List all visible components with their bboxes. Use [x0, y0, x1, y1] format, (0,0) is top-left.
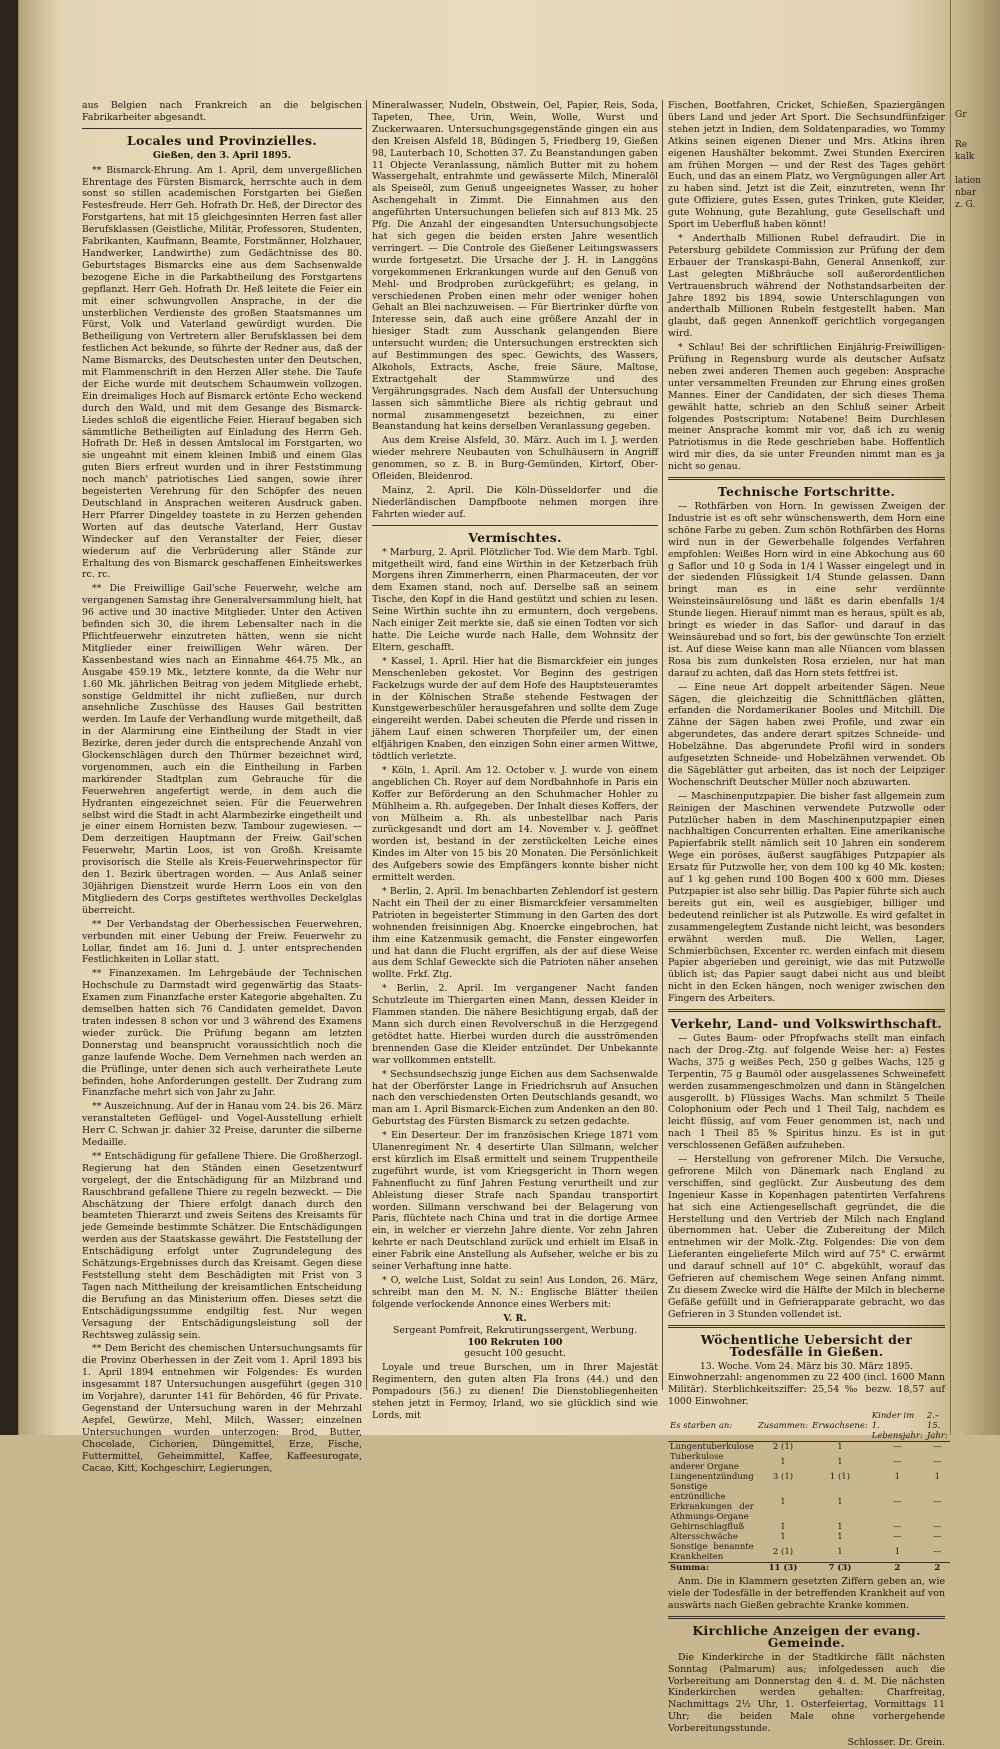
article-kassel: * Kassel, 1. April. Hier hat die Bismarckfeier ein junges Menschenleben gekostet. Vor Beginn des gestrigen Fackelzugs wurde der auf dem Hofe des Hauptsteueramtes in der Kölnischen Straße stehende Festwagen der Kunstgewerbeschüler herausgefahren und sollte dem Zuge eingereiht werden. Dabei scheuten die Pferde und rissen in jähem Lauf einen schweren Thorpfeiler um, der einen elfjährigen Knaben, den einzigen Sohn einer armen Wittwe, tödtlich verletzte. — [372, 655, 658, 763]
cell: — — [933, 1442, 942, 1453]
article-deserteur: * Ein Deserteur. Der im französischen Kriege 1871 vom Ulanenregiment Nr. 4 desertirte Ulan Sillmann, welcher erst kürzlich im Elsaß ermittelt und seinem Truppentheile zugeführt wurde, ist vom Kriegsgericht in Thorn wegen Fahnenflucht zu fünf Jahren Festung verurtheilt und zur Ableistung dieser Strafe nach Spandau transportirt worden. Sillmann verschwand bei der Belagerung von Paris, flüchtete nach China und trat in die dortige Armee ein, in welcher er vierzehn Jahre diente. Vor zehn Jahren kehrte er nach Deutschland zurück und erhielt im Elsaß in einer Fabrik eine Anstellung als Aufseher, welche er bis zu seiner Verhaftung inne hatte. — [372, 1130, 658, 1273]
cell: 3 (1) — [772, 1472, 794, 1483]
deaths-table — [668, 1411, 950, 1573]
next-page-stub: nbar — [955, 188, 977, 198]
cell: Altersschwäche — [670, 1532, 738, 1543]
article-verbandstag: ** Der Verbandstag der Oberhessischen Feuerwehren, verbunden mit einer Uebung der Freiw. Feuerwehr zu Lollar, findet am 16. Juni d. J. unter entsprechenden Festlichkeiten in Lollar statt. — [82, 918, 362, 966]
cell: Lungenentzündung — [670, 1472, 754, 1483]
article-baumwachs: — Gutes Baum- oder Pfropfwachs stellt man einfach nach der Drog.-Ztg. auf folgende Weise her: a) Festes Wachs, 375 g weißes Pech, 250 g gelbes Wachs, 125 g Terpentin, 75 g Baumöl oder ausgelassenes Schweinefett werden zusammengeschmolzen und dann in Stängelchen ausgerollt. b) Flüssiges Wachs. Man schmilzt 5 Theile Colophonium oder Pech und 1 Theil Talg, nachdem es leicht flüssig, auf vom Feuer genommen ist, nach und nach 1 Theil 85 % Spiritus hinzu. Es ist in gut verschlossenen Gefäßen aufzuheben. — [668, 1032, 945, 1152]
next-page-stub: z. G. — [955, 200, 976, 210]
article-saegen: — Eine neue Art doppelt arbeitender Sägen. Neue Sägen, die gleichzeitig die Schnittflächen glätten, erfanden die Nordamerikaner Booles und Mitchill. Die Zähne der Sägen haben zwei Profile, und zwar ein abgerundetes, das andere derart spitzes Schneide- und Hobelzähne. Das abgerundete Profil wird in sonders aufgesetzten Schneide- und Hobelzähnen verwendet. Ob die Sägeblätter gut arbeiten, das ist noch der Leipziger Wochenschrift Deutscher Müller noch abzuwarten. — [668, 681, 945, 788]
section-title-vermischtes: Vermischtes. — [468, 529, 562, 545]
cell: 2 (1) — [772, 1442, 794, 1453]
cell: 11 (3) — [756, 1563, 810, 1574]
table-row — [668, 1472, 950, 1482]
article-berlin-2: * Berlin, 2. April. Im vergangener Nacht fanden Schutzleute im Thiergarten einen Mann, dessen Kleider in Flammen standen. Die nähere Besichtigung ergab, daß der Mann sich durch einen Revolverschuß in die Herzgegend getödtet hatte. Hierbei wurden durch die ausströmenden brennenden Gase die Kleider entzündet. Der Unbekannte war vollkommen entstellt. — [372, 983, 658, 1066]
cell: 1 — [837, 1547, 843, 1558]
header-cell: Kinder im 1. Lebensjahr: — [871, 1411, 923, 1442]
cell: 1 — [837, 1522, 843, 1533]
ad-line: 100 Rekruten 100 — [467, 1336, 563, 1348]
column-1 — [82, 100, 362, 1474]
cell: 1 — [894, 1472, 900, 1483]
deaths-note: Anm. Die in Klammern gesetzten Ziffern geben an, wie viele der Todesfälle in der betreffenden Krankheit auf von auswärts nach Gießen gebrachte Kranke kommen. — [668, 1576, 945, 1611]
column-rule — [662, 100, 663, 1390]
book-binding — [0, 0, 18, 1435]
section-title-technik: Technische Fortschritte. — [717, 484, 896, 500]
article-soldat: * O, welche Lust, Soldat zu sein! Aus London, 26. März, schreibt man den M. N. N.: Englische Blätter theilen folgende verlockende Annonce eines Werbers mit: — [372, 1275, 658, 1310]
church-text: Die Kinderkirche in der Stadtkirche fällt nächsten Sonntag (Palmarum) aus; infolgedessen auch die Vorbereitung am Donnerstag den 4. d. M. Die nächsten Kinderkirchen werden gehalten: Charfreitag, Nachmittags 2½ Uhr, 1. Osterfeiertag, Vormittags 11 Uhr; die beiden Male ohne vorhergehende Vorbereitungsstunde. — [668, 1651, 945, 1735]
article-marburg: * Marburg, 2. April. Plötzlicher Tod. Wie dem Marb. Tgbl. mitgetheilt wird, fand eine Wirthin in der Ketzerbach früh Morgens ihren Zimmerherrn, einen Pharmaceuten, der vor dem Examen stand, noch auf. Derselbe saß an seinem Tische, den Kopf in die Hand gestützt und schien zu lesen. Seine Wirthin suchte ihn zu ermuntern, doch vergebens. Nach einiger Zeit merkte sie, daß sie einen Todten vor sich hatte. Die Leiche wurde nach Halle, dem Wohnsitz der Eltern, geschafft. — [372, 546, 658, 653]
article-soldat-cont: Loyale und treue Burschen, um in Ihrer Majestät Regimentern, den guten alten Fla Irons (44.) und den Pompadours (56.) zu dienen! Die Dienstobliegenheiten stehen jetzt in Fermoy, Irland, wo sie glücklich sind wie Lords, mit — [372, 1362, 658, 1421]
cell: — — [933, 1532, 942, 1543]
divider — [668, 1009, 945, 1012]
deaths-week: 13. Woche. Vom 24. März bis 30. März 1895. — [699, 1360, 914, 1372]
article-schlau: * Schlau! Bei der schriftlichen Einjährig-Freiwilligen-Prüfung in Regensburg wurde als deutscher Aufsatz neben zwei anderen Themen auch gegeben: Ansprache unter versammelten Freunden zur Ehrung eines großen Mannes. Einer der Candidaten, der sich dieses Thema gewählt hatte, schrieb an den Schluß seiner Arbeit folgendes Postscriptum: Notabene! Beim Durchlesen meiner Ansprache kommt mir vor, daß ich zu wenig Patriotismus in die Rede geschrieben habe. Hoffentlich wird mir dies, da sie unter Freunden nimmt man es ja nicht so genau. — [668, 342, 945, 473]
divider — [668, 1325, 945, 1328]
cell: 1 — [780, 1457, 786, 1468]
intro-text: aus Belgien nach Frankreich an die belgischen Fabrikarbeiter abgesandt. — [82, 100, 362, 123]
cell: 1 — [837, 1497, 843, 1508]
cell: — — [933, 1522, 942, 1533]
article-untersuchungsamt: ** Dem Bericht des chemischen Untersuchungsamts für die Provinz Oberhessen in der Zeit vom 1. April 1893 bis 1. April 1894 entnehmen wir Folgendes: Es wurden insgesammt 187 Untersuchungen ausgeführt (gegen 310 im Vorjahre), darunter 141 für Behörden, 46 für Private. Gegenstand der Untersuchung waren in der Mehrzahl Aepfel, Gewürze, Mehl, Milch, Wasser; einzelnen Untersuchungen wurden unterzogen: Brod, Butter, Chocolade, Cichorien, Düngemittel, Erze, Fische, Futtermittel, Geheimmittel, Kaffee, Kaffeesurogate, Cacao, Kitt, Kochgeschirr, Legierungen, — [82, 1343, 362, 1474]
table-row — [668, 1452, 950, 1472]
cell: Lungentuberkulose — [670, 1442, 754, 1453]
article-horn: — Rothfärben von Horn. In gewissen Zweigen der Industrie ist es oft sehr wünschenswerth, dem Horn eine schöne Farbe zu geben. Zum schön Rothfärben des Horns wird nun in der Gewerbehalle folgendes Verfahren empfohlen: Weißes Horn wird in eine Abkochung aus 60 g Saflor und 10 g Soda in 1/4 l Wasser eingelegt und in der siedenden Flüssigkeit 1/4 Stunde gelassen. Dann bringt man es in eine sehr verdünnte Weinsteinsäurelösung und läßt es darin ebenfalls 1/4 Stunde liegen. Hierauf nimmt man es heraus, spült es ab, bringt es wieder in das Saflor- und darauf in das Weinsäurebad und so fort, bis der gewünschte Ton erzielt ist. Auf diese Weise kann man alle Nüancen vom blassen Rosa bis zum dunkelsten Rosa erzielen, nur hat man darauf zu achten, daß das Horn stets fettfrei ist. — [668, 501, 945, 679]
article-feuerwehr: ** Die Freiwillige Gail'sche Feuerwehr, welche am vergangenen Samstag ihre Generalversammlung hielt, hat 96 active und 30 inactive Mitglieder. Unter den Activen befinden sich 30, die ihrem Lebensalter nach in die Pflichtfeuerwehr einzutreten hätten, wenn sie nicht Mitglieder einer freiwilligen Wehr wären. Der Kassenbestand wies nach an Einnahme 464.75 Mk., an Ausgabe 459.19 Mk., letztere konnte, da die Wehr nur 1.60 Mk. jährlichen Beitrag von jedem Mitgliede erhebt, sonstige Geldmittel ihr nicht zufließen, nur durch ansehnliche Zuschüsse des Hauses Gail bestritten werden. Im Laufe der Verhandlung wurde mitgetheilt, daß in der Alarmirung eine Eintheilung der Stadt in vier Bezirke, deren jeder durch die entsprechende Anzahl von Glockenschlägen durch den Thürmer bezeichnet wird, vorgenommen, auch ein die Eintheilung in Farben markirender Stadtplan zum Gebrauche für die Feuerwehren angefertigt werde, in dem auch die Hydranten eingezeichnet seien. Für die Feuerwehren selbst wird die Stadt in acht Alarmbezirke eingetheilt und je einer einem Hornisten bezw. Tambour zugewiesen. — Dem derzeitigen Hauptmann der Freiw. Gail'schen Feuerwehr, Martin Loos, ist von Großh. Kreisamte provisorisch die Stelle als Kreis-Feuerwehrinspector für den 1. Bezirk übertragen worden. — Aus Anlaß seiner 30jährigen Dienstzeit wurde Herrn Loos ein von den Mitgliedern des Corps gestiftetes werthvolles Deckelglas überreicht. — [82, 583, 362, 916]
cell: 1 (1) — [829, 1472, 851, 1483]
article-eichen: * Sechsundsechszig junge Eichen aus dem Sachsenwalde hat der Oberförster Lange in Friedrichsruh auf Ansuchen nach den verschiedensten Orten Deutschlands gesandt, wo man am 1. April Bismarck-Eichen zum Andenken an den 80. Geburtstag des Fürsten Bismarck zu setzen gedachte. — [372, 1068, 658, 1128]
divider — [668, 1616, 945, 1619]
column-3 — [668, 100, 948, 1749]
cell: Sonstige benannte Krankheiten — [670, 1542, 754, 1563]
divider — [668, 477, 945, 480]
cell: 1 — [780, 1532, 786, 1543]
table-row — [668, 1542, 950, 1563]
article-putzpapier: — Maschinenputzpapier. Die bisher fast allgemein zum Reinigen der Maschinen verwendete Putzwolle oder Putzlücher haben in dem Maschinenputzpapier einen nachhaltigen Concurrenten erhalten. Eine amerikanische Papierfabrik stellt nämlich seit 10 Jahren ein sonderem Wege ein poröses, äußerst saugfähiges Putzpapier als Ersatz für Putzwolle her, von dem 100 kg 40 Mk. kosten; auf 1 kg gehen rund 100 Bogen 400 x 600 mm. Dieses Putzpapier ist also sehr billig. Das Papier führte sich auch bereits gut ein, weil es ausgiebiger, billiger und bedeutend reinlicher ist als Putzwolle. Es wird gefaltet in zusammengelegtem Zustande nicht leicht, was besonders erwähnt werden muß. Die Wellen, Lager, Schmierbüchsen, Excenter rc. werden einfach mit diesem Papier abgerieben und gereinigt, wie das mit Putzwolle üblich ist; das Papier saugt dabei nicht aus und bleibt nicht in den Ecken hängen, noch weniger zwischen den Fingern des Arbeiters. — [668, 790, 945, 1005]
article-bismarck: ** Bismarck-Ehrung. Am 1. April, dem unvergeßlichen Ehrentage des Fürsten Bismarck, herrschte auch in dem sonst so stillen academischen Forstgarten bei Gießen Festesfreude. Herr Geh. Hofrath Dr. Heß, der Director des Forstgartens, hat mit 15 gleichgesinnten Herren fast aller Berufsklassen (Geistliche, Militär, Professoren, Studenten, Fabrikanten, Kaufmann, Beamte, Forstmänner, Holzhauer, Handwerker, Landwirthe) zum Gedächtnisse des 80. Geburtstages Bismarcks eine aus dem Sachsenwalde bezogene Eiche in die Parkabtheilung des Forstgartens gepflanzt. Herr Geh. Hofrath Dr. Heß leitete die Feier ein mit einer schwungvollen Ansprache, in der die unsterblichen Verdienste des großen Staatsmannes um Fürst, Volk und Vaterland gewürdigt wurden. Die Betheiligung von Vertretern aller Berufsklassen bei dem festlichen Act bekunde, so führte der Redner aus, daß der Name Bismarcks, des Deutschesten unter den Deutschen, mit Flammenschrift in den Herzen Aller stehe. Die Taufe der Eiche wurde mit deutschem Schaumwein vollzogen. Ein dreimaliges Hoch auf Bismarck ertönte Echo weckend durch den Wald, und mit dem Gesange des Bismarck-Liedes schloß die eigentliche Feier. Hierauf begaben sich sämmtliche Betheiligten auf Einladung des Herrn Geh. Hofrath Dr. Heß in dessen Amtslocal im Forstgarten, wo sie ungeahnt mit einem kleinen Imbiß und einem Glas guten Biers erfreut wurden und in ihrer Feststimmung noch manch' patriotisches Lied sangen, sowie ihrer begeisterten Verehrung für den Schöpfer des neuen Deutschland in Ansprachen weiteren Ausdruck gaben. Herr Pfarrer Dingeldey toastete in zu Herzen gehenden Worten auf das deutsche Vaterland, Herr Gustav Windecker auf den Veranstalter der Feier, dieser wiederum auf die Verbrüderung aller Stände zur Erhaltung des von Bismarck geschaffenen Einheitswerkes rc. rc. — [82, 164, 362, 581]
next-page-stub: Re — [955, 140, 968, 150]
cell: — — [933, 1457, 942, 1468]
column-rule — [366, 100, 367, 1390]
next-page-stub: lation — [955, 176, 981, 186]
table-row — [668, 1442, 950, 1453]
header-cell: Es starben an: — [668, 1411, 756, 1442]
ad-line: Sergeant Pomfreit, Rekrutirungssergent, Werbung. — [392, 1324, 638, 1336]
recruit-ad — [372, 1313, 658, 1361]
next-page-stub: Gr — [955, 110, 967, 120]
ad-line: V. R. — [503, 1312, 527, 1324]
church-title: Kirchliche Anzeigen der evang. Gemeinde. — [692, 1622, 921, 1650]
deaths-title: Wöchentliche Uebersicht der Todesfälle in Gießen. — [700, 1331, 913, 1359]
section-title-local: Locales und Provinzielles. — [126, 132, 318, 148]
cell: 1 — [894, 1547, 900, 1558]
cell: 1 — [837, 1457, 843, 1468]
next-page-stub: kalk — [955, 152, 975, 162]
dateline: Gießen, den 3. April 1895. — [152, 149, 292, 161]
deaths-population: Einwohnerzahl: angenommen zu 22 400 (incl. 1600 Mann Militär). Sterblichkeitsziffer: 25,54 ‰ bezw. 18,57 auf 1000 Einwohner. — [668, 1372, 945, 1408]
header-cell: Zusammen: — [756, 1411, 810, 1442]
cell: 1 — [780, 1497, 786, 1508]
cell: — — [893, 1497, 902, 1508]
cell: — — [893, 1532, 902, 1543]
divider — [82, 128, 362, 129]
cell: — — [933, 1547, 942, 1558]
article-finanzexamen: ** Finanzexamen. Im Lehrgebäude der Technischen Hochschule zu Darmstadt wird gegenwärtig das Staats-Examen zum Finanzfache erster Kategorie abgehalten. Zu demselben hatten sich 76 Candidaten gemeldet. Davon traten indessen 8 schon vor und 3 während des Examens wieder zurück. Die Prüfung begann am letzten Donnerstag und beansprucht voraussichtlich noch die ganze laufende Woche. Dem Vernehmen nach werden an die Prüflinge, unter denen sich auch verheirathete Leute befinden, hohe Anforderungen gestellt. Der Zudrang zum Finanzfache mehrt sich von Jahr zu Jahr. — [82, 968, 362, 1099]
cell: Gehirnschlagfluß — [670, 1522, 745, 1533]
cell: Tuberkulose anderer Organe — [670, 1452, 739, 1473]
section-title-verkehr: Verkehr, Land- und Volkswirthschaft. — [670, 1016, 943, 1032]
cell: 1 — [780, 1522, 786, 1533]
church-signature: Schlosser. Dr. Grein. — [847, 1737, 945, 1749]
cell: 1 — [837, 1532, 843, 1543]
article-auszeichnung: ** Auszeichnung. Auf der in Hanau vom 24. bis 26. März veranstalteten Geflügel- und Vogel-Ausstellung erhielt Herr C. Schwan jr. dahier 32 Preise, darunter die silberne Medaille. — [82, 1101, 362, 1149]
table-row — [668, 1482, 950, 1522]
ad-line: gesucht 100 gesucht. — [464, 1348, 566, 1360]
column-2 — [372, 100, 658, 1421]
header-cell: Erwachsene: — [810, 1411, 870, 1442]
cell: Sonstige entzündliche Erkrankungen der Athmungs-Organe — [670, 1482, 754, 1523]
article-soldat-end: Fischen, Bootfahren, Cricket, Schießen, Spaziergängen übers Land und jeder Art Sport. Die Sechsundfünfziger stehen jetzt in Indien, dem Soldatenparadies, wo Tommy Atkins seinen eigenen Diener und Mrs. Atkins ihren eigenen Haushälter bekommt. Zwei Stunden Exerciren am frühen Morgen — und der Rest des Tages gehört Euch, und das an einem Platz, wo Vergnügungen aller Art zu haben sind. Jetzt ist die Zeit, einzutreten, wenn Ihr gute Offiziere, gutes Essen, gutes Trinken, gute Kleider, gute Wohnung, gute Bezahlung, gute Gesellschaft und Sport im Ueberfluß haben könnt! — [668, 100, 945, 231]
article-rubel: * Anderthalb Millionen Rubel defraudirt. Die in Petersburg gebildete Commission zur Prüfung der dem Erbauer der Transkaspi-Bahn, General Annenkoff, zur Last gelegten Mißbräuche soll außerordentlichen Vertrauensbruch während der Nothstandsarbeiten der Jahre 1892 bis 1894, sowie Unterschlagungen von anderthalb Millionen Rubeln festgestellt haben. Man glaubt, daß gegen Annenkoff gerichtlich vorgegangen wird. — [668, 232, 945, 340]
table-row — [668, 1532, 950, 1542]
divider — [372, 525, 658, 526]
article-milch: — Herstellung von gefrorener Milch. Die Versuche, gefrorene Milch von Dänemark nach England zu verschiffen, sind geglückt. Zur Ausbeutung des dem Ingenieur Kasse in Kopenhagen patentirten Verfahrens hat sich eine Actiengesellschaft gegründet, die die Herstellung und den Vertrieb der Milch nach England übernommen hat. Ueber die Zubereitung der Milch entnehmen wir der Molk.-Ztg. Folgendes: Die von dem Lieferanten eingelieferte Milch wird auf 75° C. erwärmt und darauf schnell auf 10° C. abgekühlt, worauf das Gefrieren auf chemischem Wege seinen Anfang nimmt. Zu diesem Zwecke wird die Hälfte der Milch in blecherne Gefäße gefüllt und in Gefrierapparate gebracht, wo das Gefrieren in 3 Stunden vollendet ist. — [668, 1154, 945, 1320]
table-row — [668, 1522, 950, 1532]
table-row-sum — [668, 1563, 950, 1574]
article-alsfeld: Aus dem Kreise Alsfeld, 30. März. Auch im l. J. werden wieder mehrere Neubauten von Schulhäusern in Angriff genommen, so z. B. in Burg-Gemünden, Kirtorf, Ober-Ofleiden, Bleidenrod. — [372, 435, 658, 483]
cell: — — [893, 1442, 902, 1453]
cell: 1 — [837, 1442, 843, 1453]
page-edge — [950, 0, 951, 1435]
cell: 2 — [925, 1563, 950, 1574]
cell: — — [933, 1497, 942, 1508]
cell: 2 — [870, 1563, 925, 1574]
cell: 7 (3) — [810, 1563, 870, 1574]
article-mainz: Mainz, 2. April. Die Köln-Düsseldorfer und die Niederländischen Dampfboote nehmen morgen ihre Fahrten wieder auf. — [372, 485, 658, 520]
cell: 1 — [934, 1472, 940, 1483]
deaths-table-header — [668, 1411, 950, 1442]
cell: — — [893, 1522, 902, 1533]
cell: Summa: — [668, 1563, 756, 1574]
article-koeln: * Köln, 1. April. Am 12. October v. J. wurde von einem angeblichen Ch. Royer auf dem Nordbahnhofe in Paris ein Koffer zur Beförderung an den Schuhmacher Hohler zu Mühlheim a. Rh. aufgegeben. Der Inhalt dieses Koffers, der von Mülheim a. Rh. als unbestellbar nach Paris zurückgesandt und dort am 14. November v. J. geöffnet worden ist, bestand in der zerstückelten Leiche eines Kindes im Alter von 15 bis 20 Monaten. Die Persönlichkeit des Aufgebers sowie des Empfängers konnte bisher nicht ermittelt werden. — [372, 764, 658, 884]
article-untersuchungsamt-cont: Mineralwasser, Nudeln, Obstwein, Oel, Papier, Reis, Soda, Tapeten, Thee, Urin, Wein, Wolle, Wurst und Zuckerwaaren. Untersuchungsgegenstände gingen ein aus den Kreisen Alsfeld 18, Büdingen 5, Friedberg 19, Gießen 98, Lauterbach 10, Schotten 37. Zu Beanstandungen gaben 11 Objecte Veranlassung, nämlich Butter mit zu hohem Wassergehalt, entrahmte und gewässerte Milch, Mineralöl als Speiseöl, zum Genuß ungeeignetes Wasser, zu hoher Aschengehalt in Zimmt. Die Einnahmen aus den angeführten Untersuchungen beliefen sich auf 813 Mk. 25 Pfg. Die Anzahl der eingesandten Untersuchungsobjecte hat sich gegen die beiden ersten Jahre wesentlich verringert. — Die Controle des Gießener Leitungswassers wurde fortgesetzt. Die Ursache der J. H. in Langgöns vorgekommenen Erkrankungen wurde auf den Genuß von Mehl- und Brodproben zurückgeführt; es gelang, in verschiedenen Proben einen mehr oder weniger hohen Gehalt an Blei nachzuweisen. — Für Biertrinker dürfte von Interesse sein, daß auch eine größere Anzahl der in hiesiger Stadt zum Ausschank gelangenden Biere untersucht wurden; die Untersuchungen erstreckten sich auf Bestimmungen des spec. Gewichts, des Wassers, Alkohols, Extracts, Asche, freie Säure, Maltose, Extractgehalt der Stammwürze und des Vergährungsgrades. Nach dem Ausfall der Untersuchung lassen sich sämmtliche Biere als richtig gebraut und normal zusammengesetzt bezeichnen, zu einer Beanstandung hat keins derselben Veranlassung gegeben. — [372, 100, 658, 433]
cell: — — [893, 1457, 902, 1468]
cell: 2 (1) — [772, 1547, 794, 1558]
header-cell: 2.–15. Jahr: — [926, 1411, 948, 1442]
article-berlin-1: * Berlin, 2. April. Im benachbarten Zehlendorf ist gestern Nacht ein Theil der zu einer Bismarckfeier versammelten Patrioten in begeisterter Stimmung in den Garten des dort wohnenden freisinnigen Abg. Knoercke eingebrochen, hat ihm eine Katzenmusik gemacht, die Fenster eingeworfen und hat dann die Flucht ergriffen, als der auf diese Weise aus dem Schlaf Geweckte sich die Patrioten näher ansehen wollte. Frkf. Ztg. — [372, 886, 658, 981]
article-entschaedigung: ** Entschädigung für gefallene Thiere. Die Großherzogl. Regierung hat den Ständen einen Gesetzentwurf vorgelegt, der die Entschädigung für an Milzbrand und Rauschbrand gefallene Thiere zu regeln bezweckt. — Die Abschätzung der Thiere erfolgt danach durch den beamteten Thierarzt und zweis Seitens des Kreisamts für jede Gemeinde bestimmte Schätzer. Die Entschädigungen werden aus der Staatskasse gewährt. Die Feststellung der Entschädigung erfolgt unter Zugrundelegung des Schätzungs-Ergebnisses durch das Kreisamt. Gegen diese Feststellung steht dem Beschädigten mit Frist von 3 Tagen nach Mittheilung der kreisamtlichen Entscheidung die Berufung an das Ministerium offen. Dieses setzt die Entschädigungssumme endgiltig fest. Nur wegen Versagung der Entschädigungsleistung soll der Rechtsweg zulässig sein. — [82, 1150, 362, 1341]
